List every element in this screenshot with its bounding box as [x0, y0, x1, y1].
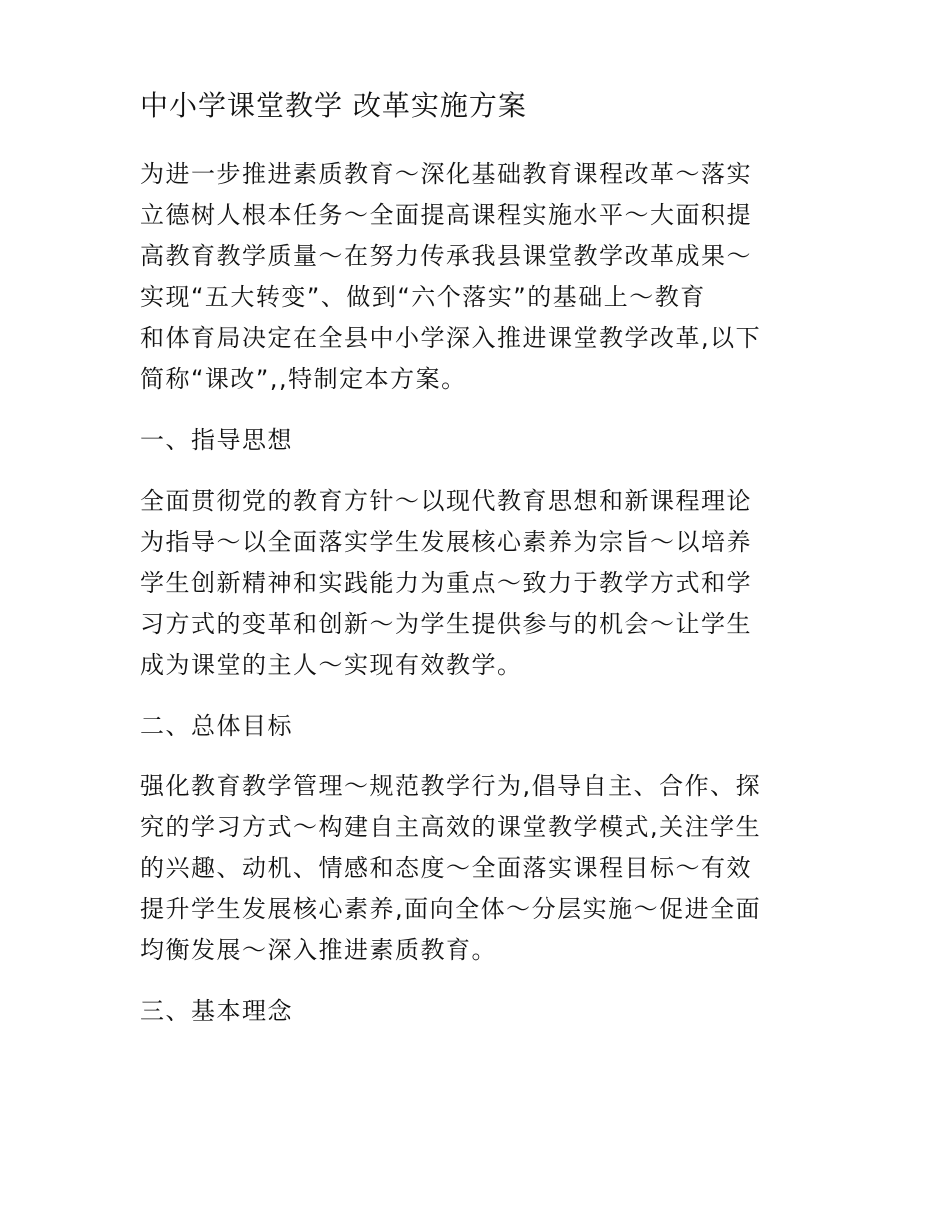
- intro-line: 和体育局决定在全县中小学深入推进课堂教学改革,以下: [140, 324, 762, 352]
- paragraph-line: 提升学生发展核心素养,面向全体～分层实施～促进全面: [140, 895, 762, 923]
- intro-line: 简称“课改”,,特制定本方案。: [140, 365, 467, 393]
- paragraph-line: 为指导～以全面落实学生发展核心素养为宗旨～以培养: [140, 528, 752, 556]
- section-paragraph-overall-goals: [140, 766, 810, 971]
- section-heading-guiding-ideology: 一、指导思想: [140, 426, 293, 454]
- intro-paragraph: [140, 154, 810, 400]
- paragraph-line: 成为课堂的主人～实现有效教学。: [140, 651, 523, 679]
- intro-line: 高教育教学质量～在努力传承我县课堂教学改革成果～: [140, 242, 752, 270]
- paragraph-line: 学生创新精神和实践能力为重点～致力于教学方式和学: [140, 569, 752, 597]
- intro-line: 实现“五大转变”、做到“六个落实”的基础上～教育: [140, 283, 706, 311]
- paragraph-line: 的兴趣、动机、情感和态度～全面落实课程目标～有效: [140, 854, 752, 882]
- paragraph-line: 习方式的变革和创新～为学生提供参与的机会～让学生: [140, 610, 752, 638]
- paragraph-line: 均衡发展～深入推进素质教育。: [140, 936, 497, 964]
- intro-line: 立德树人根本任务～全面提高课程实施水平～大面积提: [140, 201, 752, 229]
- paragraph-line: 全面贯彻党的教育方针～以现代教育思想和新课程理论: [140, 487, 752, 515]
- section-paragraph-guiding-ideology: [140, 481, 810, 686]
- paragraph-line: 究的学习方式～构建自主高效的课堂教学模式,关注学生: [140, 813, 762, 841]
- section-heading-overall-goals: 二、总体目标: [140, 712, 293, 740]
- section-heading-basic-concepts: 三、基本理念: [140, 997, 293, 1025]
- paragraph-line: 强化教育教学管理～规范教学行为,倡导自主、合作、探: [140, 772, 762, 800]
- document-title: 中小学课堂教学 改革实施方案: [140, 89, 527, 122]
- intro-line: 为进一步推进素质教育～深化基础教育课程改革～落实: [140, 160, 752, 188]
